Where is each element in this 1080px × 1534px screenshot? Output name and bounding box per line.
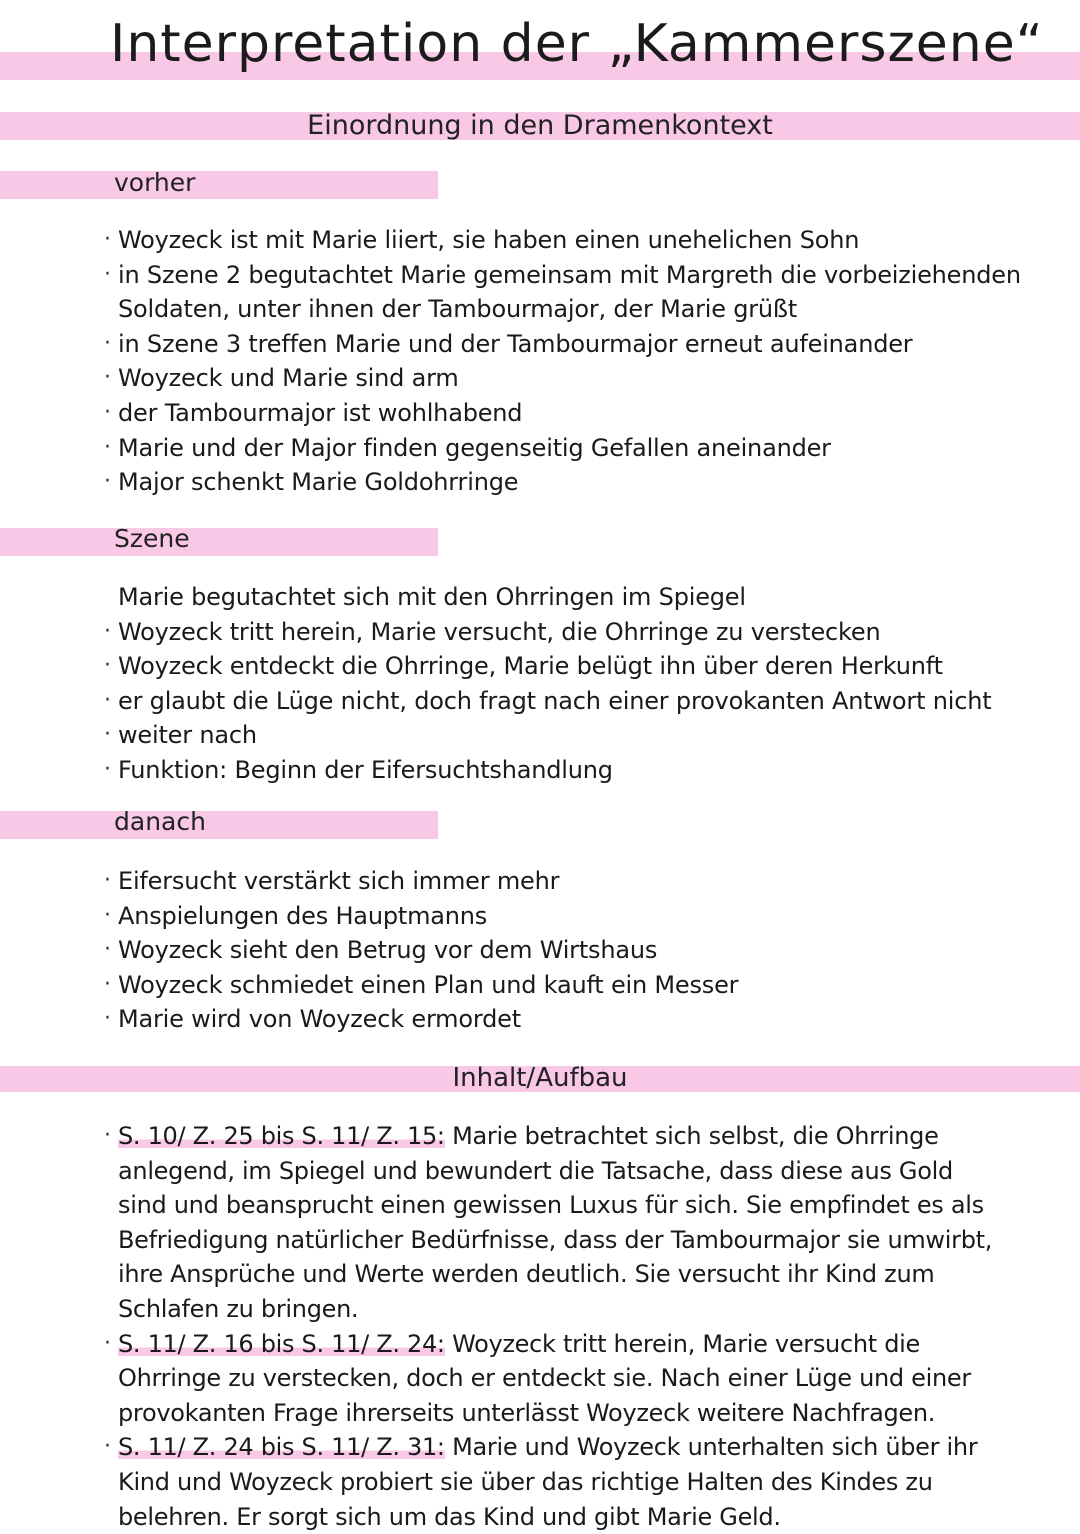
list-item: · weiter nach (108, 718, 991, 753)
list-item: · er glaubt die Lüge nicht, doch fragt nach einer provokanten Antwort nicht (108, 684, 991, 719)
inhalt-text: Marie betrachtet sich selbst, die Ohrringe anlegend, im Spiegel und bewundert die Tatsache, dass diese aus Gold sind und beansprucht einen gewissen Luxus für sich. Sie empfindet es als Befriedigung natürlicher Bedürfnisse, dass der Tambourmajor sie umwirbt, ihre Ansprüche und Werte werden deutlich. Sie versucht ihr Kind zum Schlafen zu bringen. (118, 1122, 993, 1323)
list-item: · Woyzeck ist mit Marie liiert, sie haben einen unehelichen Sohn (108, 223, 1021, 258)
label-danach: danach (114, 807, 206, 836)
list-item: · Marie wird von Woyzeck ermordet (108, 1002, 738, 1037)
list-szene (108, 580, 991, 788)
list-item: · der Tambourmajor ist wohlhabend (108, 396, 1021, 431)
line-reference: S. 11/ Z. 16 bis S. 11/ Z. 24: (118, 1329, 445, 1358)
line-reference: S. 10/ Z. 25 bis S. 11/ Z. 15: (118, 1122, 445, 1150)
inhalt-entry (108, 1430, 998, 1534)
list-item: · Marie und der Major finden gegenseitig Gefallen aneinander (108, 431, 1021, 466)
list-item: Soldaten, unter ihnen der Tambourmajor, der Marie grüßt (118, 295, 798, 324)
list-item: · Woyzeck tritt herein, Marie versucht, die Ohrringe zu verstecken (108, 615, 991, 650)
list-item: · Woyzeck und Marie sind arm (108, 361, 1021, 396)
list-item: · Major schenkt Marie Goldohrringe (108, 465, 1021, 500)
list-item: · in Szene 2 begutachtet Marie gemeinsam mit Margreth die vorbeiziehenden (108, 258, 1021, 293)
line-reference: S. 11/ Z. 24 bis S. 11/ Z. 31: (118, 1433, 445, 1462)
inhalt-entry (108, 1119, 998, 1327)
inhalt-entry (108, 1327, 998, 1431)
inhalt-text: Marie und Woyzeck unterhalten sich über ihr Kind und Woyzeck probiert sie über das richtige Halten des Kindes zu belehren. Er sorgt sich um das Kind und gibt Marie Geld. (118, 1433, 978, 1531)
list-item: · Woyzeck schmiedet einen Plan und kauft ein Messer (108, 968, 738, 1003)
label-bar-szene (0, 528, 438, 556)
list-item: · Eifersucht verstärkt sich immer mehr (108, 864, 738, 899)
section-subtitle: Einordnung in den Dramenkontext (307, 110, 773, 141)
list-danach (108, 864, 738, 1037)
inhalt-heading: Inhalt/Aufbau (452, 1063, 628, 1093)
list-item: · Woyzeck entdeckt die Ohrringe, Marie belügt ihn über deren Herkunft (108, 649, 991, 684)
label-bar-vorher (0, 171, 438, 199)
page-title: Interpretation der „Kammerszene“ (110, 14, 1044, 74)
list-item: · Funktion: Beginn der Eifersuchtshandlung (108, 753, 991, 788)
inhalt-text: Woyzeck tritt herein, Marie versucht die Ohrringe zu verstecken, doch er entdeckt sie. Nach einer Lüge und einer provokanten Frage ihrerseits unterlässt Woyzeck weitere Nachfragen. (118, 1329, 971, 1427)
label-szene: Szene (114, 524, 190, 553)
list-item: · Woyzeck sieht den Betrug vor dem Wirtshaus (108, 933, 738, 968)
list-item: · Anspielungen des Hauptmanns (108, 899, 738, 934)
list-item: · in Szene 3 treffen Marie und der Tambourmajor erneut aufeinander (108, 327, 1021, 362)
inhalt-list (108, 1119, 998, 1534)
label-bar-danach (0, 811, 438, 839)
label-vorher: vorher (114, 168, 196, 197)
list-item: Marie begutachtet sich mit den Ohrringen im Spiegel (118, 583, 746, 611)
list-vorher (108, 223, 1021, 500)
